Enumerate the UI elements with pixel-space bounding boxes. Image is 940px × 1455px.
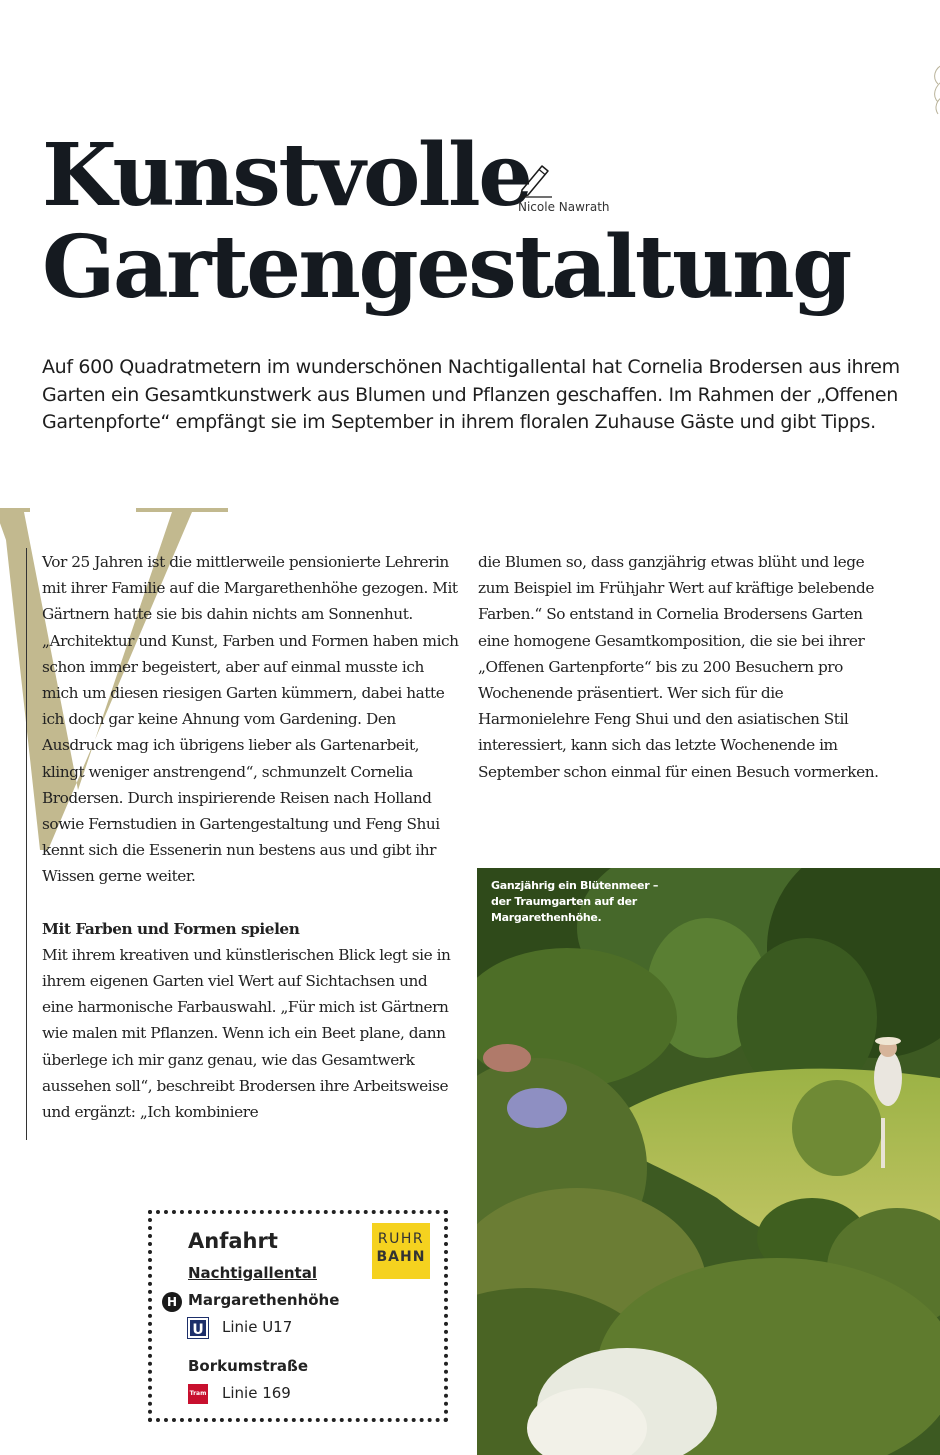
- title-line-2: Gartengestaltung: [42, 217, 850, 318]
- ubahn-icon: U: [188, 1318, 208, 1338]
- garden-photo: [477, 868, 940, 1455]
- body-paragraph-2: Mit ihrem kreativen und künstlerischen Blick legt sie in ihrem eigenen Garten viel Wert auf Sichtachsen und eine harmonische Farbauswahl. „Für mich ist Gärtnern wie malen mit Pflanzen. Wenn ich ein Beet plane, dann überlege ich mir ganz genau, wie das Gesamtwerk aussehen soll“, beschreibt Brodersen ihre Arbeitsweise und ergänzt: „Ich kombiniere: [42, 945, 451, 1122]
- line-169: Linie 169: [222, 1384, 291, 1402]
- ruhrbahn-logo: [372, 1223, 430, 1279]
- directions-box: [148, 1210, 448, 1422]
- leaf-decoration-icon: [926, 60, 940, 130]
- stop-margarethenhoehe: Margarethenhöhe: [188, 1291, 340, 1309]
- bus-stop-icon: H: [162, 1292, 182, 1312]
- logo-line-2: BAHN: [376, 1249, 426, 1265]
- text-column-right: [478, 549, 898, 785]
- text-column-left: [42, 549, 462, 1125]
- photo-caption: Ganzjährig ein Blütenmeer – der Traumgarten auf der Margarethenhöhe.: [491, 879, 659, 924]
- author-credit: [518, 160, 610, 214]
- pen-icon: [518, 160, 554, 198]
- article-title: [42, 125, 850, 318]
- garden-illustration: [477, 868, 940, 1455]
- column-rule: [26, 548, 27, 1140]
- directions-heading: Anfahrt: [188, 1229, 278, 1253]
- title-line-1: Kunstvolle: [42, 125, 531, 226]
- stop-borkumstrasse: Borkumstraße: [188, 1357, 308, 1375]
- body-paragraph-1: Vor 25 Jahren ist die mittlerweile pensionierte Lehrerin mit ihrer Familie auf die Margarethenhöhe gezogen. Mit Gärtnern hatte sie bis dahin nichts am Sonnenhut. „Architektur und Kunst, Farben und Formen haben mich schon immer begeistert, aber auf einmal musste ich mich um diesen riesigen Garten kümmern, dabei hatte ich doch gar keine Ahnung vom Gardening. Den Ausdruck mag ich übrigens lieber als Gartenarbeit, klingt weniger anstrengend“, schmunzelt Cornelia Brodersen. Durch inspirierende Reisen nach Holland sowie Fernstudien in Gartengestaltung und Feng Shui kennt sich die Essenerin nun bestens aus und gibt ihr Wissen gerne weiter.: [42, 553, 459, 886]
- stop-nachtigallental: Nachtigallental: [188, 1264, 317, 1282]
- lead-paragraph: Auf 600 Quadratmetern im wunderschönen Nachtigallental hat Cornelia Brodersen aus ihrem Garten ein Gesamtkunstwerk aus Blumen und Pflanzen geschaffen. Im Rahmen der „Offenen Gartenpforte“ empfängt sie im September in ihrem floralen Zuhause Gäste und gibt Tipps.: [42, 356, 900, 433]
- body-paragraph-3: die Blumen so, dass ganzjährig etwas blüht und lege zum Beispiel im Frühjahr Wert auf kräftige belebende Farben.“ So entstand in Cornelia Brodersens Garten eine homogene Gesamtkomposition, die sie bei ihrer „Offenen Gartenpforte“ bis zu 200 Besuchern pro Wochenende präsentiert. Wer sich für die Harmonielehre Feng Shui und den asiatischen Stil interessiert, kann sich das letzte Wochenende im September schon einmal für einen Besuch vormerken.: [478, 553, 879, 781]
- author-name: Nicole Nawrath: [518, 200, 610, 214]
- tram-icon: Tram: [188, 1384, 208, 1404]
- line-u17: Linie U17: [222, 1318, 293, 1336]
- logo-line-1: RUHR: [377, 1231, 425, 1247]
- subheading: Mit Farben und Formen spielen: [42, 919, 300, 938]
